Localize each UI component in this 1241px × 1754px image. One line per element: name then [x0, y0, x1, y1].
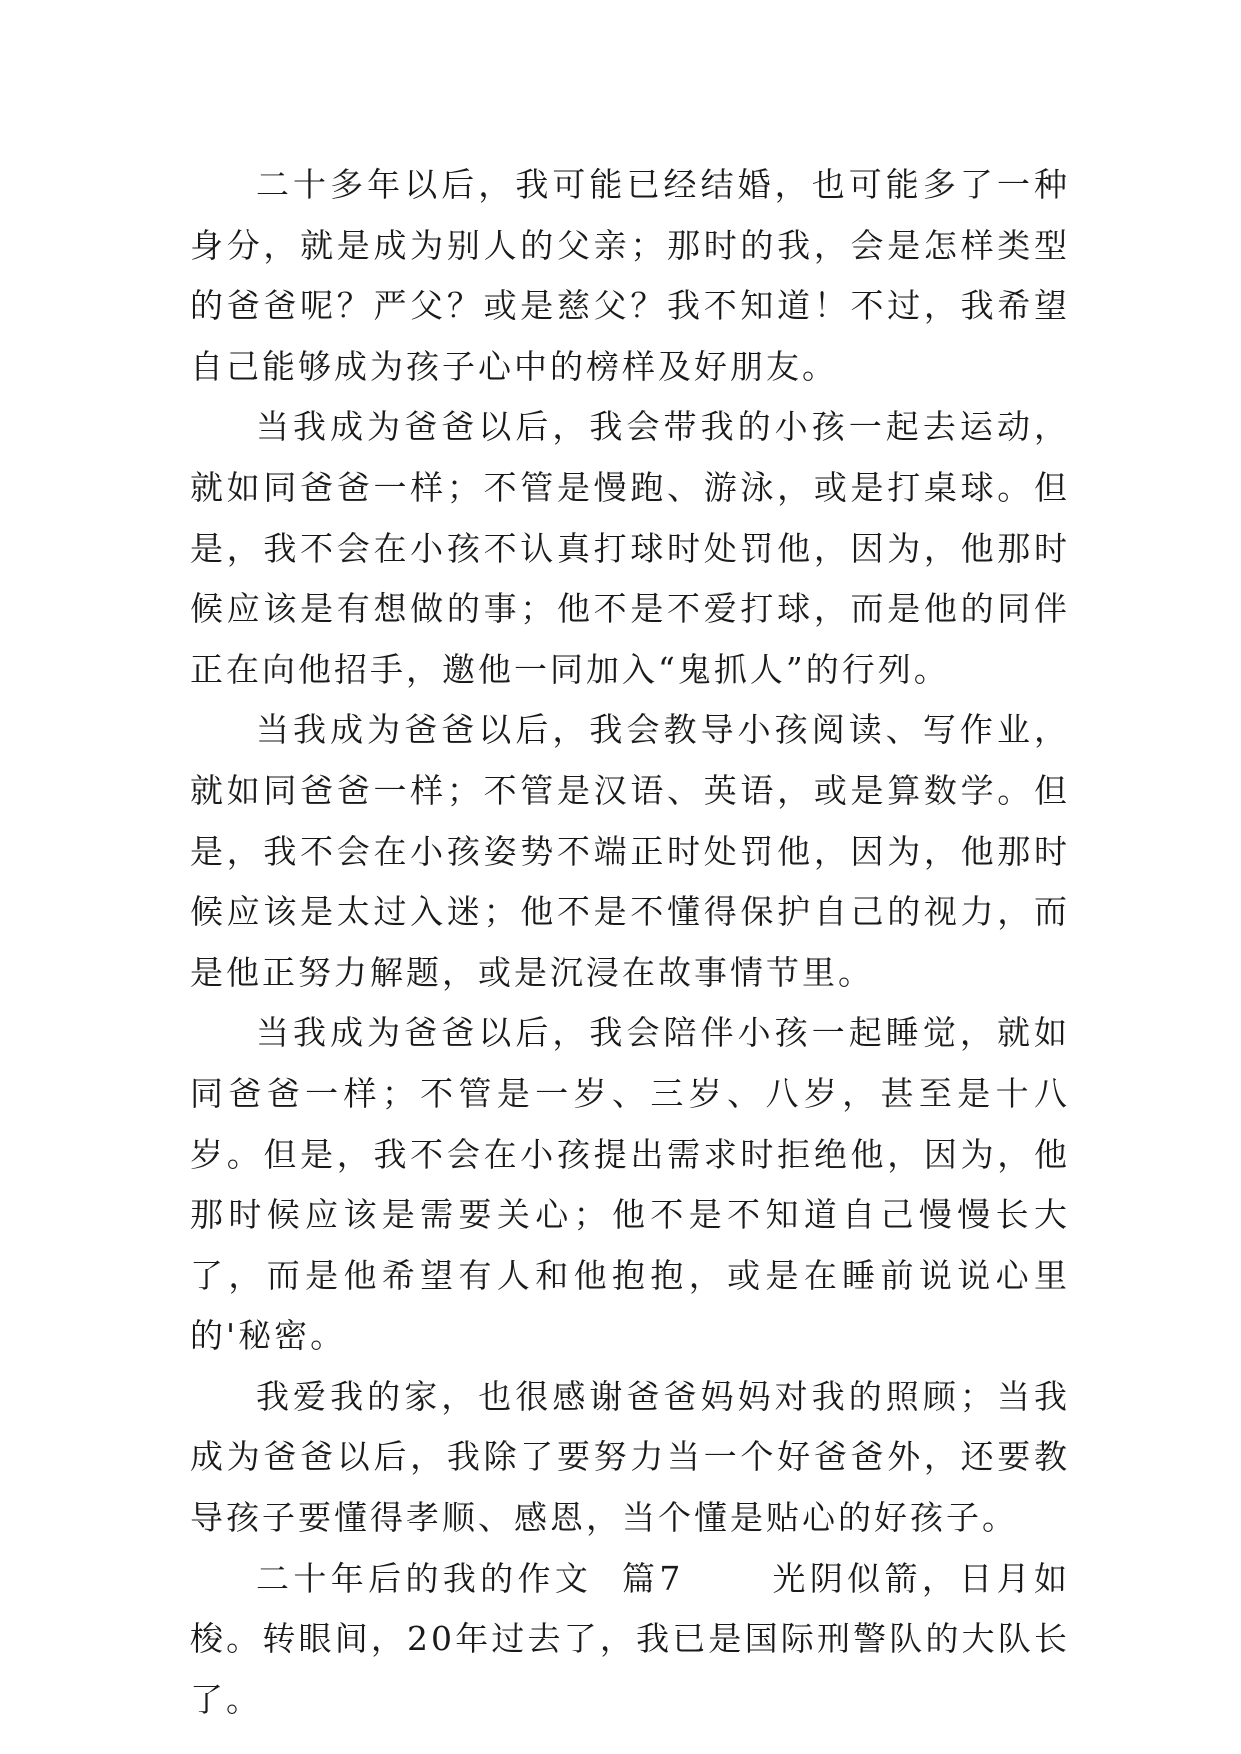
paragraph: 当我成为爸爸以后，我会教导小孩阅读、写作业，就如同爸爸一样；不管是汉语、英语，或是算数学。但是，我不会在小孩姿势不端正时处罚他，因为，他那时候应该是太过入迷；他不是不懂得保护自己的视力，而是他正努力解题，或是沉浸在故事情节里。: [190, 710, 1070, 992]
paragraph: 二十多年以后，我可能已经结婚，也可能多了一种身分，就是成为别人的父亲；那时的我，会是怎样类型的爸爸呢？严父？或是慈父？我不知道！不过，我希望自己能够成为孩子心中的榜样及好朋友。: [190, 165, 1070, 386]
paragraph: 当我成为爸爸以后，我会陪伴小孩一起睡觉，就如同爸爸一样；不管是一岁、三岁、八岁，甚至是十八岁。但是，我不会在小孩提出需求时拒绝他，因为，他那时候应该是需要关心；他不是不知道自己慢慢长大了，而是他希望有人和他抱抱，或是在睡前说说心里的'秘密。: [190, 1013, 1070, 1356]
paragraph: 我爱我的家，也很感谢爸爸妈妈对我的照顾；当我成为爸爸以后，我除了要努力当一个好爸爸外，还要教导孩子要懂得孝顺、感恩，当个懂是贴心的好孩子。: [190, 1376, 1070, 1538]
paragraph: 二十年后的我的作文 篇7 光阴似箭，日月如梭。转眼间，20年过去了，我已是国际刑警队的大队长了。: [190, 1558, 1070, 1719]
document-body: [190, 155, 1070, 1730]
paragraph: 当我成为爸爸以后，我会带我的小孩一起去运动，就如同爸爸一样；不管是慢跑、游泳，或是打桌球。但是，我不会在小孩不认真打球时处罚他，因为，他那时候应该是有想做的事；他不是不爱打球，而是他的同伴正在向他招手，邀他一同加入“鬼抓人”的行列。: [190, 407, 1070, 689]
